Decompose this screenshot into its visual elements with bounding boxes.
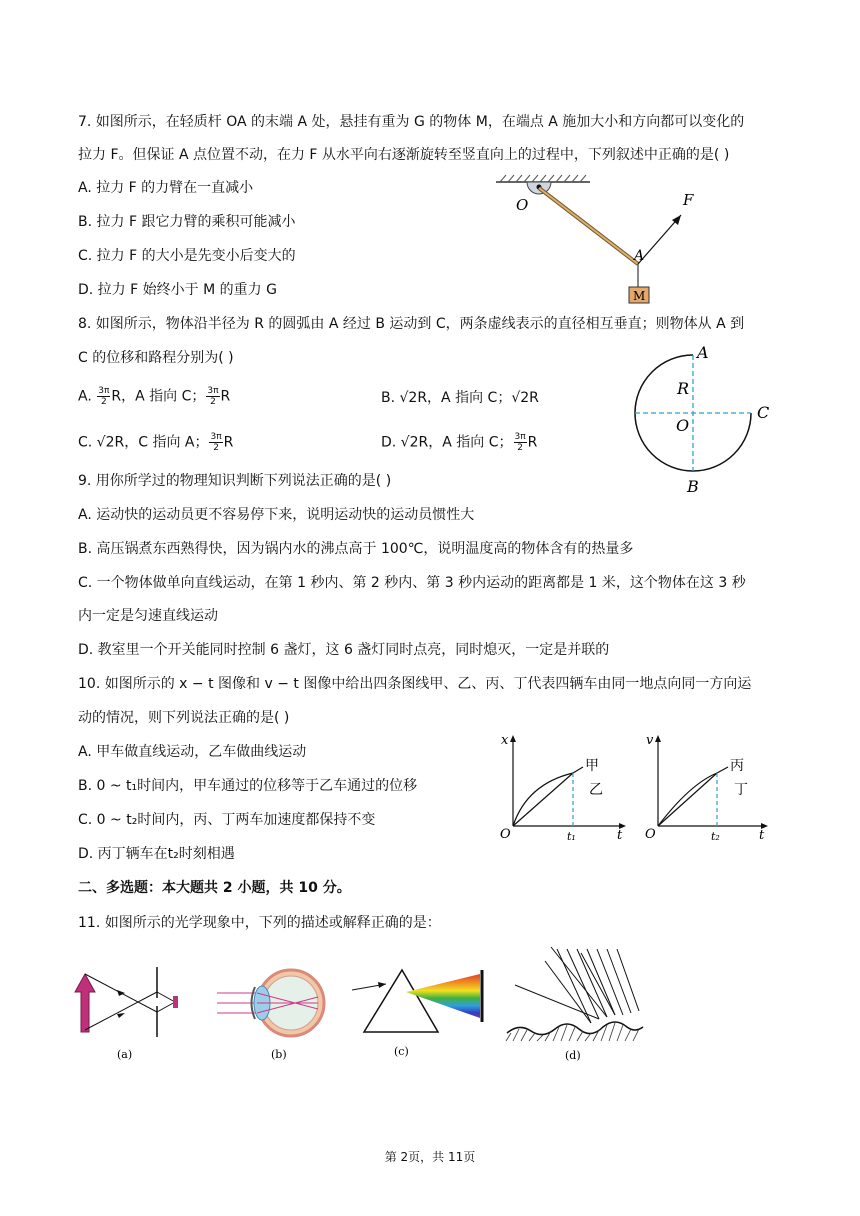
q11-figure-d-reflection	[505, 945, 645, 1063]
q10-g1-axis-y: x	[501, 733, 509, 748]
q10-g1-label-jia: 甲	[585, 758, 599, 774]
q8-label-a: A	[697, 343, 709, 362]
q10-line1: 10. 如图所示的 x − t 图像和 v − t 图像中给出四条图线甲、乙、丙、丁代表四辆车由同一地点向同一方向运	[78, 676, 752, 692]
q8-d-end: R	[527, 434, 538, 451]
q8-line2: C 的位移和路程分别为( )	[78, 350, 234, 366]
q7-option-a: A. 拉力 F 的力臂在一直减小	[78, 180, 254, 196]
q10-g2-label-bing: 丙	[730, 758, 744, 774]
q8-option-c	[78, 432, 233, 453]
q7-label-o: O	[516, 196, 529, 214]
q10-line2: 动的情况，则下列说法正确的是( )	[78, 710, 290, 726]
q11-line1: 11. 如图所示的光学现象中，下列的描述或解释正确的是：	[78, 915, 441, 931]
q11-figure-b-eye	[215, 965, 340, 1062]
q8-d-prefix: D. √2R，A 指向 C；	[381, 434, 513, 451]
q10-xt-graph	[495, 728, 635, 843]
q8-a-mid: R，A 指向 C；	[111, 388, 206, 405]
q8-line1: 8. 如图所示，物体沿半径为 R 的圆弧由 A 经过 B 运动到 C，两条虚线表示的直径相互垂直；则物体从 A 到	[78, 316, 745, 332]
section-2-heading: 二、多选题：本大题共 2 小题，共 10 分。	[78, 880, 351, 896]
q8-circle-figure	[625, 340, 785, 500]
q11-caption-c: (c)	[394, 1045, 409, 1058]
q8-label-c: C	[757, 403, 770, 422]
q10-option-a: A. 甲车做直线运动，乙车做曲线运动	[78, 744, 307, 760]
q8-a-den: 2	[100, 397, 107, 407]
q8-a-end: R	[220, 388, 231, 405]
q7-label-a: A	[634, 248, 645, 264]
q10-g1-origin: O	[500, 827, 511, 842]
q11-caption-b: (b)	[271, 1048, 287, 1061]
q7-line1: 7. 如图所示，在轻质杆 OA 的末端 A 处，悬挂有重为 G 的物体 M，在端点 A 施加大小和方向都可以变化的	[78, 114, 745, 130]
q11-caption-a: (a)	[117, 1048, 133, 1061]
q9-option-b: B. 高压锅煮东西熟得快，因为锅内水的沸点高于 100℃，说明温度高的物体含有的热量多	[78, 541, 634, 557]
q8-c-num: 3π	[210, 432, 222, 442]
q10-g2-label-ding: 丁	[734, 782, 748, 798]
q8-c-den: 2	[213, 443, 219, 453]
q8-d-den: 2	[517, 443, 523, 453]
q8-a-den2: 2	[210, 397, 216, 407]
q8-label-o: O	[676, 416, 690, 435]
q10-g1-tick: t₁	[567, 830, 576, 843]
q8-label-b: B	[687, 477, 699, 496]
q7-option-c: C. 拉力 F 的大小是先变小后变大的	[78, 248, 296, 264]
q7-option-b: B. 拉力 F 跟它力臂的乘积可能减小	[78, 214, 296, 230]
q8-option-b: B. √2R，A 指向 C；√2R	[381, 390, 539, 406]
q10-option-d: D. 丙丁辆车在t₂时刻相遇	[78, 846, 235, 862]
q8-d-fraction	[514, 432, 527, 453]
q7-label-m: M	[633, 289, 646, 303]
q8-a-fraction	[97, 386, 110, 407]
q8-option-a	[78, 386, 230, 407]
q9-option-d: D. 教室里一个开关能同时控制 6 盏灯，这 6 盏灯同时点亮，同时熄灭，一定是并联的	[78, 642, 610, 658]
q10-g1-label-yi: 乙	[589, 782, 603, 798]
q8-a-num: 3π	[98, 386, 110, 396]
q10-option-b: B. 0 ~ t₁时间内，甲车通过的位移等于乙车通过的位移	[78, 778, 418, 794]
q7-label-f: F	[683, 191, 694, 209]
q7-option-d: D. 拉力 F 始终小于 M 的重力 G	[78, 282, 277, 298]
q8-a-num2: 3π	[207, 386, 219, 396]
q8-d-num: 3π	[514, 432, 526, 442]
q8-c-end: R	[223, 434, 234, 451]
q8-a-fraction-2	[206, 386, 219, 407]
q10-g2-axis-x: t	[759, 828, 765, 843]
q8-label-r: R	[677, 379, 690, 398]
page-footer: 第 2页，共 11页	[384, 1150, 476, 1164]
q10-g2-tick: t₂	[711, 830, 720, 843]
q11-figure-a-pinhole	[75, 962, 190, 1062]
q10-option-c: C. 0 ~ t₂时间内，丙、丁两车加速度都保持不变	[78, 812, 376, 828]
q8-a-prefix: A.	[78, 388, 97, 405]
q9-line1: 9. 用你所学过的物理知识判断下列说法正确的是( )	[78, 473, 392, 489]
q8-c-prefix: C. √2R，C 指向 A；	[78, 434, 209, 451]
q7-line2: 拉力 F。但保证 A 点位置不动，在力 F 从水平向右逐渐旋转至竖直向上的过程中，下列叙述中正确的是( )	[78, 147, 730, 163]
q8-option-d	[381, 432, 537, 453]
q8-c-fraction	[209, 432, 222, 453]
q7-lever-figure	[490, 170, 710, 305]
q11-figure-c-prism	[350, 962, 490, 1062]
q10-g1-axis-x: t	[617, 828, 623, 843]
q11-caption-d: (d)	[565, 1049, 581, 1062]
q10-g2-origin: O	[645, 827, 656, 842]
q10-g2-axis-y: v	[646, 733, 654, 748]
q9-option-a: A. 运动快的运动员更不容易停下来，说明运动快的运动员惯性大	[78, 507, 475, 523]
q9-option-c-line2: 内一定是匀速直线运动	[78, 608, 218, 624]
q10-vt-graph	[640, 728, 780, 843]
q9-option-c-line1: C. 一个物体做单向直线运动，在第 1 秒内、第 2 秒内、第 3 秒内运动的距离都是 1 米，这个物体在这 3 秒	[78, 575, 746, 591]
